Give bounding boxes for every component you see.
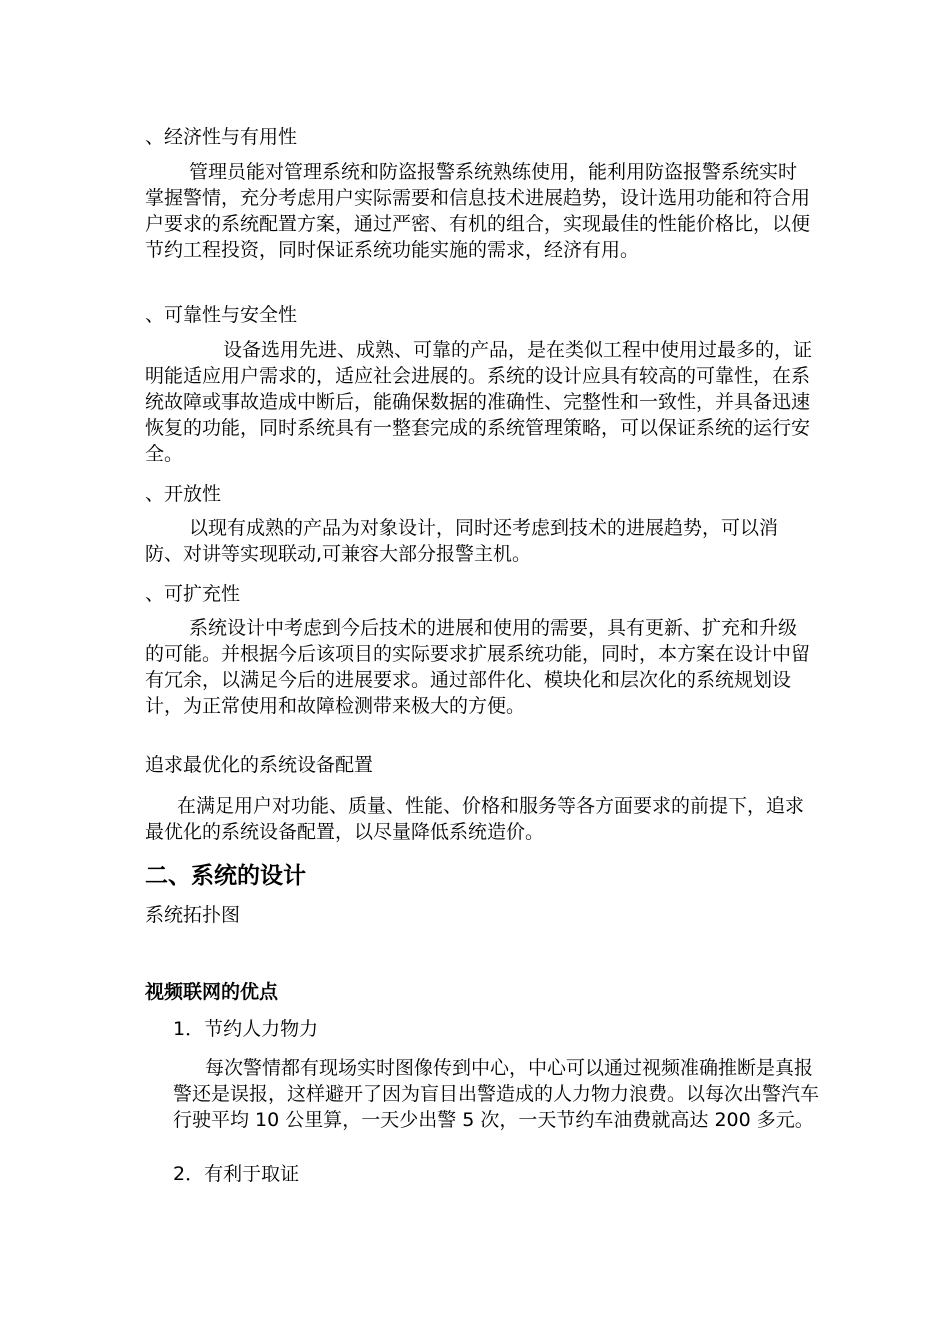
advantage-item-2-title: 2．有利于取证: [173, 1163, 300, 1185]
advantage-item-1-title: 1．节约人力物力: [173, 1018, 319, 1040]
section-heading-economy: 、经济性与有用性: [145, 126, 298, 148]
section-heading-expandability: 、可扩充性: [145, 583, 241, 605]
section-body-expandability: 系统设计中考虑到今后技术的进展和使用的需要，具有更新、扩充和升级的可能。并根据今后该项目的实际要求扩展系统功能，同时，本方案在设计中留有冗余，以满足今后的进展要求。通过部件化、模块化和层次化的系统规划设计，为正常使用和故障检测带来极大的方便。: [145, 617, 811, 717]
advantage-item-1-body: 每次警情都有现场实时图像传到中心，中心可以通过视频准确推断是真报警还是误报，这样避开了因为盲目出警造成的人力物力浪费。以每次出警汽车行驶平均 10 公里算，一天少出警 5 次，一天节约车油费就高达 200 多元。: [173, 1057, 820, 1131]
advantages-heading: 视频联网的优点: [145, 981, 279, 1003]
section-body-optimization: 在满足用户对功能、质量、性能、价格和服务等各方面要求的前提下，追求最优化的系统设备配置，以尽量降低系统造价。: [145, 795, 805, 843]
section-heading-openness: 、开放性: [145, 483, 222, 505]
section-body-reliability: 设备选用先进、成熟、可靠的产品，是在类似工程中使用过最多的，证明能适应用户需求的，适应社会进展的。系统的设计应具有较高的可靠性，在系统故障或事故造成中断后，能确保数据的准确性、完整性和一致性，并具备迅速恢复的功能，同时系统具有一整套完成的系统管理策略，可以保证系统的运行安全。: [145, 339, 813, 465]
chapter-title: 二、系统的设计: [145, 863, 306, 889]
section-heading-optimization: 追求最优化的系统设备配置: [145, 754, 374, 776]
topology-label: 系统拓扑图: [145, 904, 241, 926]
section-body-openness: 以现有成熟的产品为对象设计，同时还考虑到技术的进展趋势，可以消防、对讲等实现联动,可兼容大部分报警主机。: [145, 517, 779, 565]
section-heading-reliability: 、可靠性与安全性: [145, 304, 298, 326]
section-body-economy: 管理员能对管理系统和防盗报警系统熟练使用，能利用防盗报警系统实时掌握警情，充分考虑用户实际需要和信息技术进展趋势，设计选用功能和符合用户要求的系统配置方案，通过严密、有机的组合，实现最佳的性能价格比，以便节约工程投资，同时保证系统功能实施的需求，经济有用。: [145, 161, 811, 261]
